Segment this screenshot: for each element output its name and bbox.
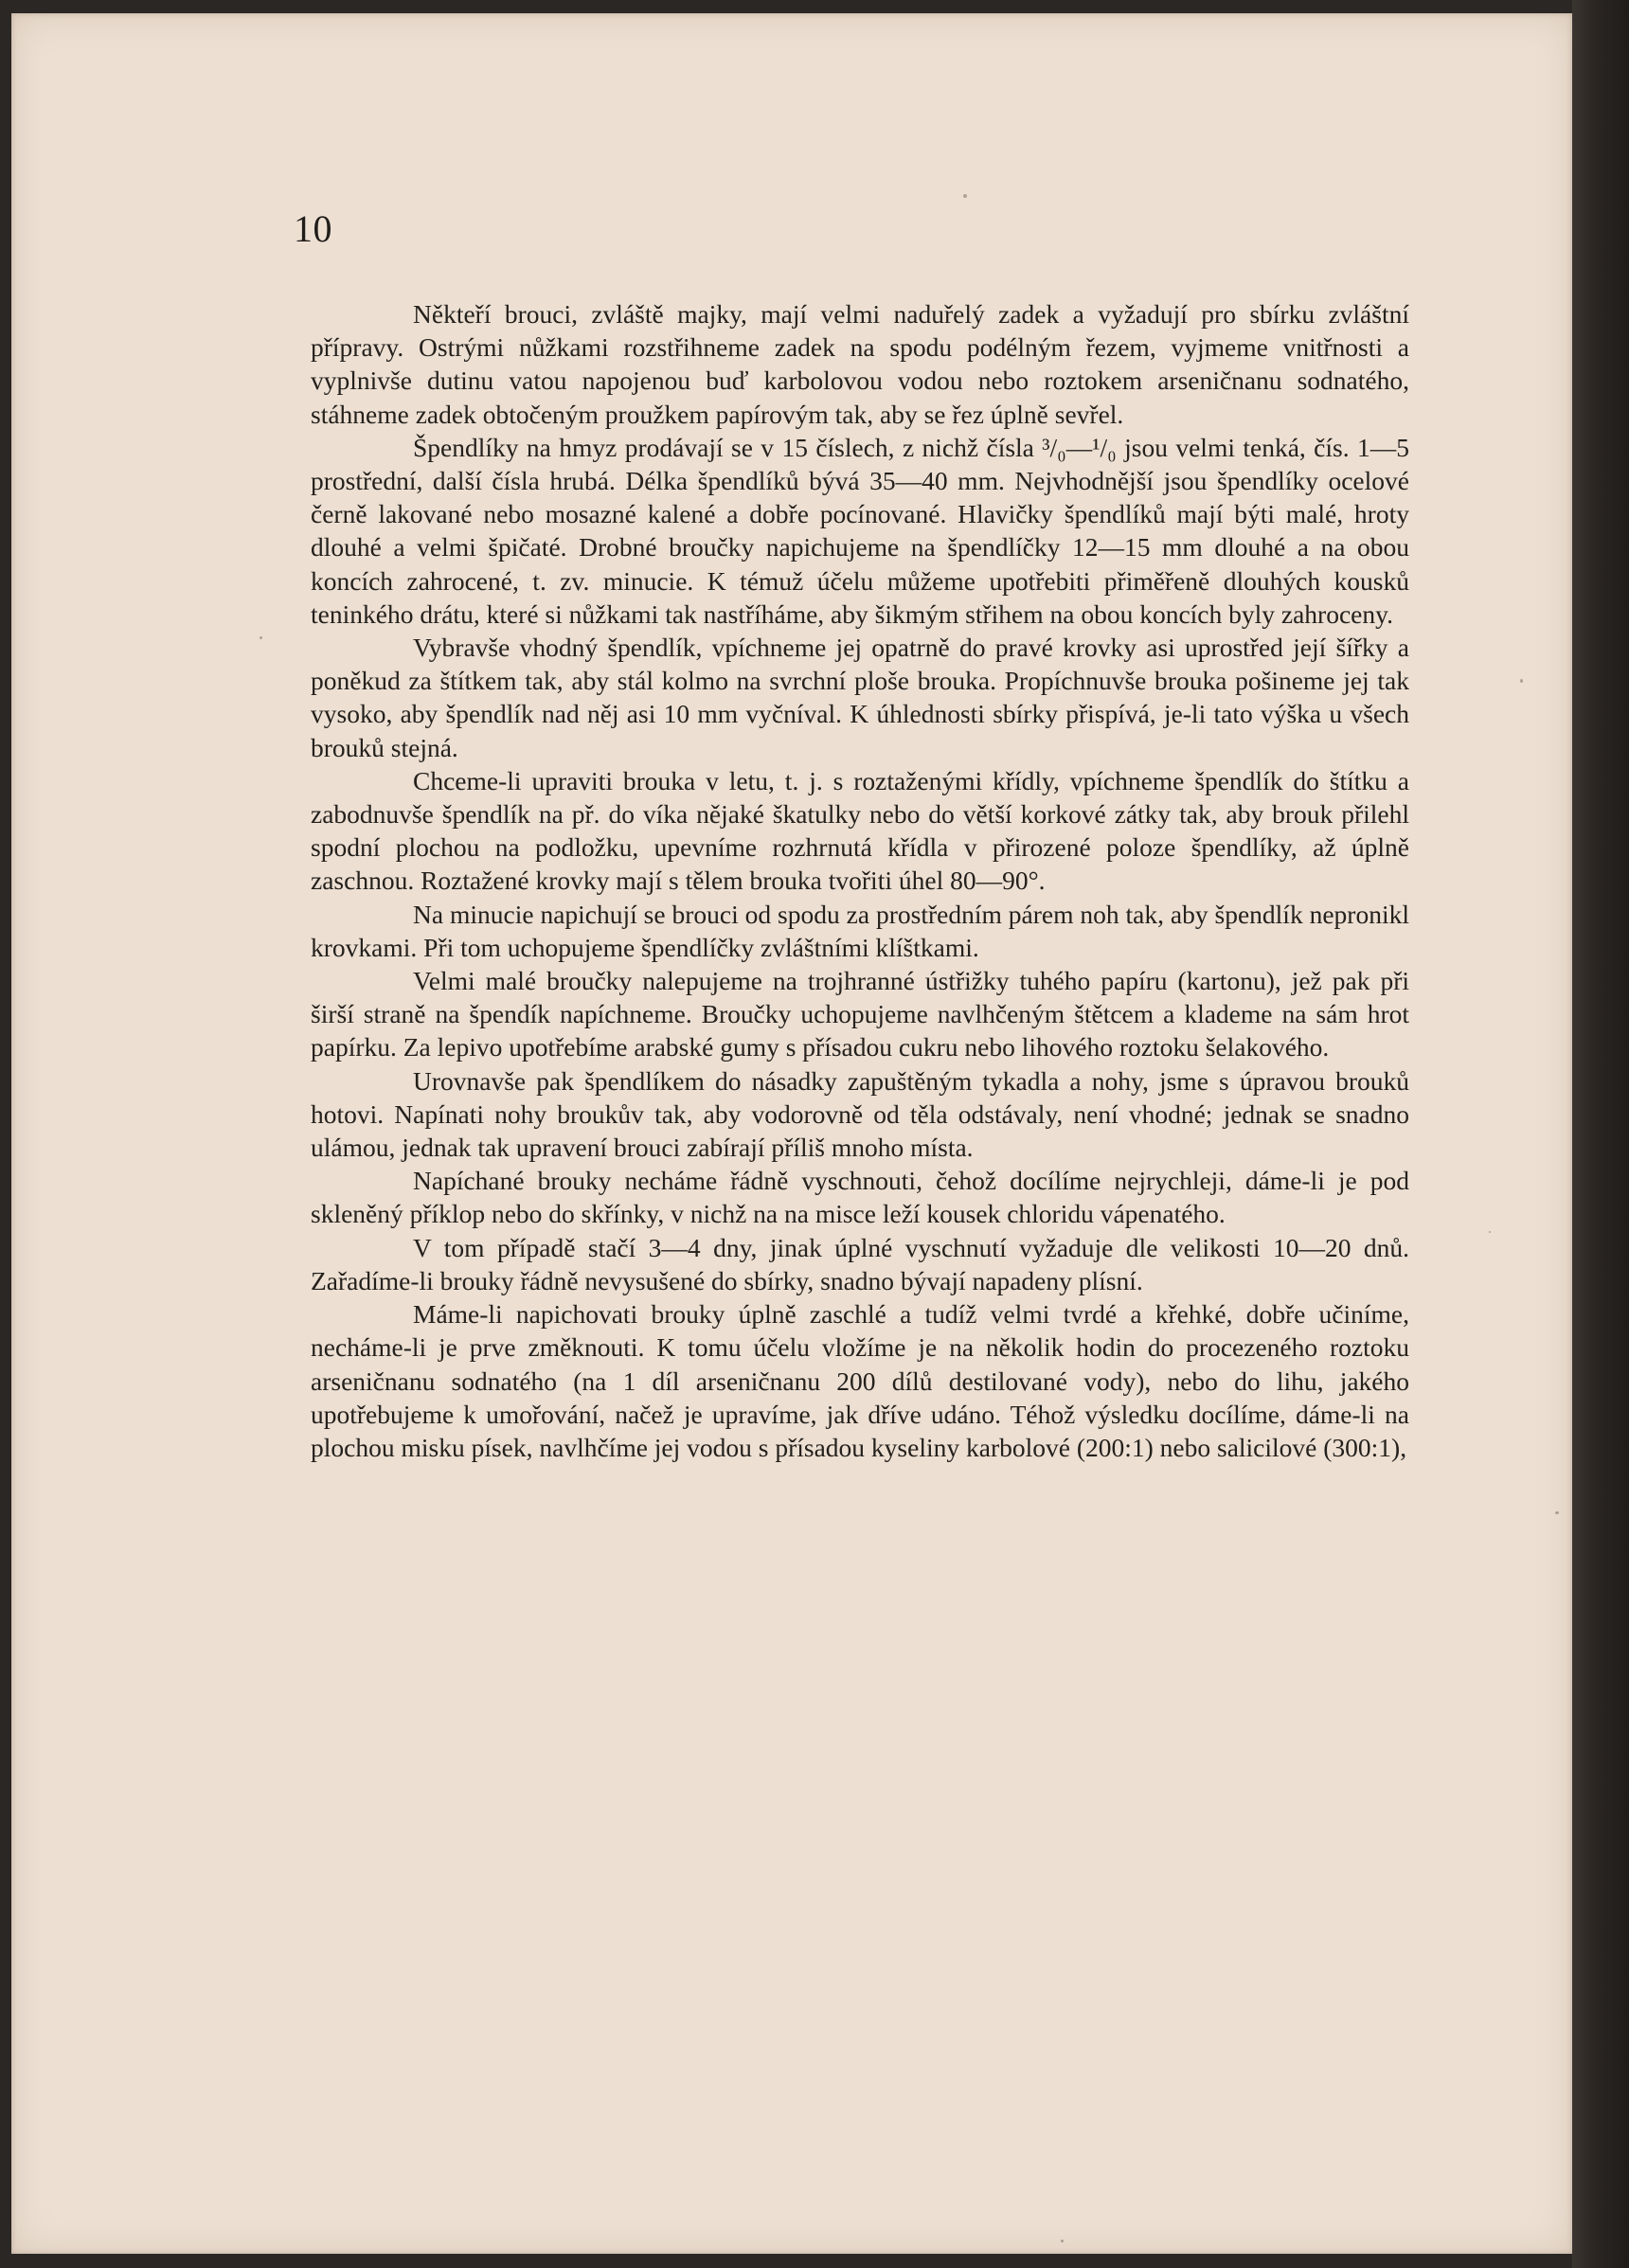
paragraph-6: Velmi malé broučky nalepujeme na trojhranné ústřižky tuhého papíru (kartonu), jež pak při širší straně na špendík napíchneme. Broučky uchopujeme navlhčeným štětcem a klademe na sám hrot papírku. Za lepivo upotřebíme arabské gumy s přísadou cukru nebo lihového roztoku šelakového.	[311, 966, 1409, 1063]
paragraph-1: Někteří brouci, zvláště majky, mají velmi naduřelý zadek a vyžadují pro sbírku zvláštní přípravy. Ostrými nůžkami rozstřihneme zadek na spodu podélným řezem, vyjmeme vnitřnosti a vyplnivše dutinu vatou napojenou buď karbolovou vodou nebo roztokem arseničnanu sodnatého, stáhneme zadek obtočeným proužkem papírovým tak, aby se řez úplně sevřel.	[311, 299, 1409, 429]
paragraph-2: Špendlíky na hmyz prodávají se v 15 číslech, z nichž čísla ³/₀—¹/₀ jsou velmi tenká, čís. 1—5 prostřední, další čísla hrubá. Délka špendlíků bývá 35—40 mm. Nejvhodnější jsou špendlíky ocelové černě lakované nebo mosazné kalené a dobře pocínované. Hlavičky špendlíků mají býti malé, hroty dlouhé a velmi špičaté. Drobné broučky napichujeme na špendlíčky 12—15 mm dlouhé a na obou koncích zahrocené, t. zv. minucie. K témuž účelu můžeme upotřebiti přiměřeně dlouhých kousků teninkého drátu, které si nůžkami tak nastříháme, aby šikmým střihem na obou koncích byly zahroceny.	[311, 432, 1409, 629]
paragraph-3: Vybravše vhodný špendlík, vpíchneme jej opatrně do pravé krovky asi uprostřed její šířky a poněkud za štítkem tak, aby stál kolmo na svrchní ploše brouka. Propíchnuvše brouka pošineme jej tak vysoko, aby špendlík nad něj asi 10 mm vyčníval. K úhlednosti sbírky přispívá, je-li tato výška u všech brouků stejná.	[311, 633, 1409, 762]
body-text	[311, 297, 1409, 1464]
paragraph-9: V tom případě stačí 3—4 dny, jinak úplné vyschnutí vyžaduje dle velikosti 10—20 dnů. Zařadíme-li brouky řádně nevysušené do sbírky, snadno bývají napadeny plísní.	[311, 1232, 1409, 1295]
paragraph-10: Máme-li napichovati brouky úplně zaschlé a tudíž velmi tvrdé a křehké, dobře učiníme, necháme-li je prve změknouti. K tomu účelu vložíme je na několik hodin do procezeného roztoku arseničnanu sodnatého (na 1 díl arseničnanu 200 dílů destilované vody), nebo do lihu, jakého upotřebujeme k umořování, načež je upravíme, jak dříve udáno. Téhož výsledku docílíme, dáme-li na plochou misku písek, navlhčíme jej vodou s přísadou kyseliny karbolové (200:1) nebo salicilové (300:1),	[311, 1299, 1409, 1462]
paragraph-8: Napíchané brouky necháme řádně vyschnouti, čehož docílíme nejrychleji, dáme-li je pod skleněný příklop nebo do skřínky, v nichž na na misce leží kousek chloridu vápenatého.	[311, 1166, 1409, 1229]
paragraph-7: Urovnavše pak špendlíkem do násadky zapuštěným tykadla a nohy, jsme s úpravou brouků hotovi. Napínati nohy broukův tak, aby vodorovně od těla odstávaly, není vhodné; jednak se snadno ulámou, jednak tak upravení brouci zabírají příliš mnoho místa.	[311, 1065, 1409, 1163]
paragraph-5: Na minucie napichují se brouci od spodu za prostředním párem noh tak, aby špendlík nepronikl krovkami. Při tom uchopujeme špendlíčky zvláštními klíštkami.	[311, 899, 1409, 962]
book-spine-edge	[1572, 0, 1629, 2268]
paragraph-4: Chceme-li upraviti brouka v letu, t. j. s roztaženými křídly, vpíchneme špendlík do štítku a zabodnuvše špendlík na př. do víka nějaké škatulky nebo do větší korkové zátky tak, aby brouk přilehl spodní plochou na podložku, upevníme rozhrnutá křídla v přirozené poloze špendlíky, až úplně zaschnou. Roztažené krovky mají s tělem brouka tvořiti úhel 80—90°.	[311, 765, 1409, 896]
page-number: 10	[294, 207, 332, 250]
